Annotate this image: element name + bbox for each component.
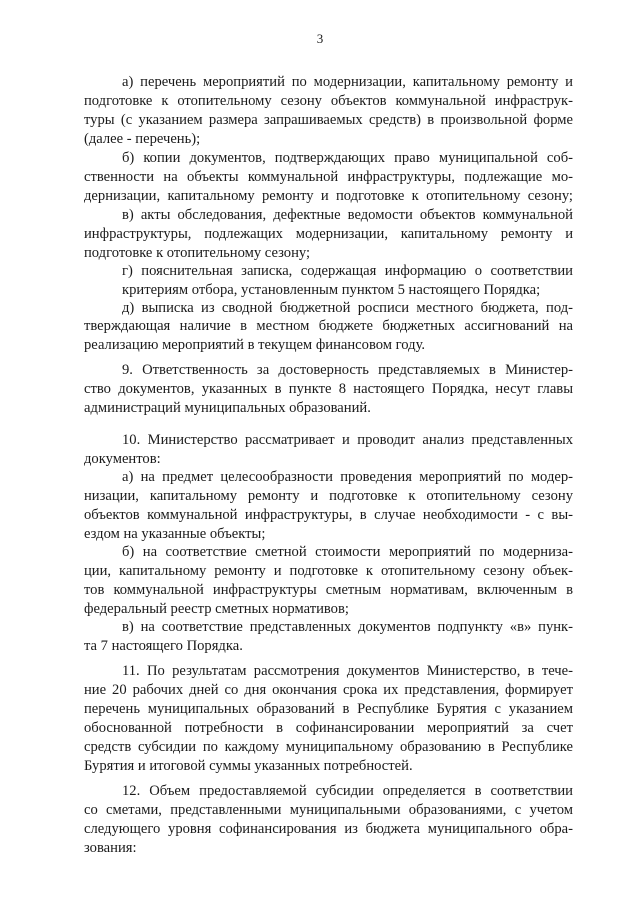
text-line: реализацию мероприятий в текущем финансовом году. (84, 337, 426, 353)
text-line: д) выписка из сводной бюджетной росписи местного бюджета, под- (122, 300, 573, 316)
text-line: объектов коммунальной инфраструктуры, в случае необходимости - с вы- (84, 507, 573, 523)
text-line: федеральный реестр сметных нормативов; (84, 601, 349, 617)
text-line: а) перечень мероприятий по модернизации, капитальному ремонту и (122, 74, 573, 90)
text-line: критериям отбора, установленным пунктом 5 настоящего Порядка; (122, 282, 541, 298)
text-line: зования: (84, 840, 137, 856)
text-line: туры (с указанием размера запрашиваемых средств) в произвольной форме (84, 112, 573, 128)
text-line: низации, капитальному ремонту и подготовке к отопительному сезону (84, 488, 573, 504)
text-line: б) на соответствие сметной стоимости мероприятий по модерниза- (122, 544, 573, 560)
text-line: в) акты обследования, дефектные ведомости объектов коммунальной (122, 207, 573, 223)
text-line: тов коммунальной инфраструктуры сметным нормативам, включенным в (84, 582, 573, 598)
text-line: Бурятия и итоговой суммы указанных потребностей. (84, 758, 413, 774)
text-line: обоснованной потребности в софинансировании мероприятий за счет (84, 720, 573, 736)
page-number: 3 (316, 31, 324, 46)
text-line: ции, капитальному ремонту и подготовке к отопительному сезону объек- (84, 563, 573, 579)
text-line: (далее - перечень); (84, 131, 201, 147)
text-line: та 7 настоящего Порядка. (84, 638, 243, 654)
text-line: перечень муниципальных образований в Республике Бурятия с указанием (84, 701, 573, 717)
text-line: в) на соответствие представленных документов подпункту «в» пунк- (122, 619, 573, 635)
text-line: 10. Министерство рассматривает и проводит анализ представленных (122, 432, 573, 448)
text-line: подготовке к отопительному сезону; (84, 245, 311, 261)
text-line: документов: (84, 451, 161, 467)
text-line: следующего уровня софинансирования из бюджета муниципального обра- (84, 821, 573, 837)
text-line: со сметами, представленными муниципальными образованиями, с учетом (84, 802, 573, 818)
text-line: ственности на объекты коммунальной инфраструктуры, подлежащие мо- (84, 169, 573, 185)
text-line: ние 20 рабочих дней со дня окончания срока их представления, формирует (84, 682, 573, 698)
text-line: а) на предмет целесообразности проведения мероприятий по модер- (122, 469, 573, 485)
text-line: подготовке к отопительному сезону объектов коммунальной инфраструк- (84, 93, 573, 109)
text-line: тверждающая наличие в местном бюджете бюджетных ассигнований на (84, 318, 573, 334)
text-line: 9. Ответственность за достоверность представляемых в Министер- (122, 362, 573, 378)
text-line: ездом на указанные объекты; (84, 526, 266, 542)
text-line: 11. По результатам рассмотрения документов Министерство, в тече- (122, 663, 573, 679)
text-line: администраций муниципальных образований. (84, 400, 371, 416)
text-line: 12. Объем предоставляемой субсидии определяется в соответствии (122, 783, 573, 799)
text-line: г) пояснительная записка, содержащая информацию о соответствии (122, 263, 573, 279)
text-line: инфраструктуры, подлежащих модернизации, капитальному ремонту и (84, 226, 573, 242)
text-line: средств субсидии по каждому муниципальному образованию в Республике (84, 739, 573, 755)
text-line: б) копии документов, подтверждающих право муниципальной соб- (122, 150, 573, 166)
text-line: дернизации, капитальному ремонту и подготовке к отопительному сезону; (84, 188, 573, 204)
text-line: ство документов, указанных в пункте 8 настоящего Порядка, несут главы (84, 381, 573, 397)
